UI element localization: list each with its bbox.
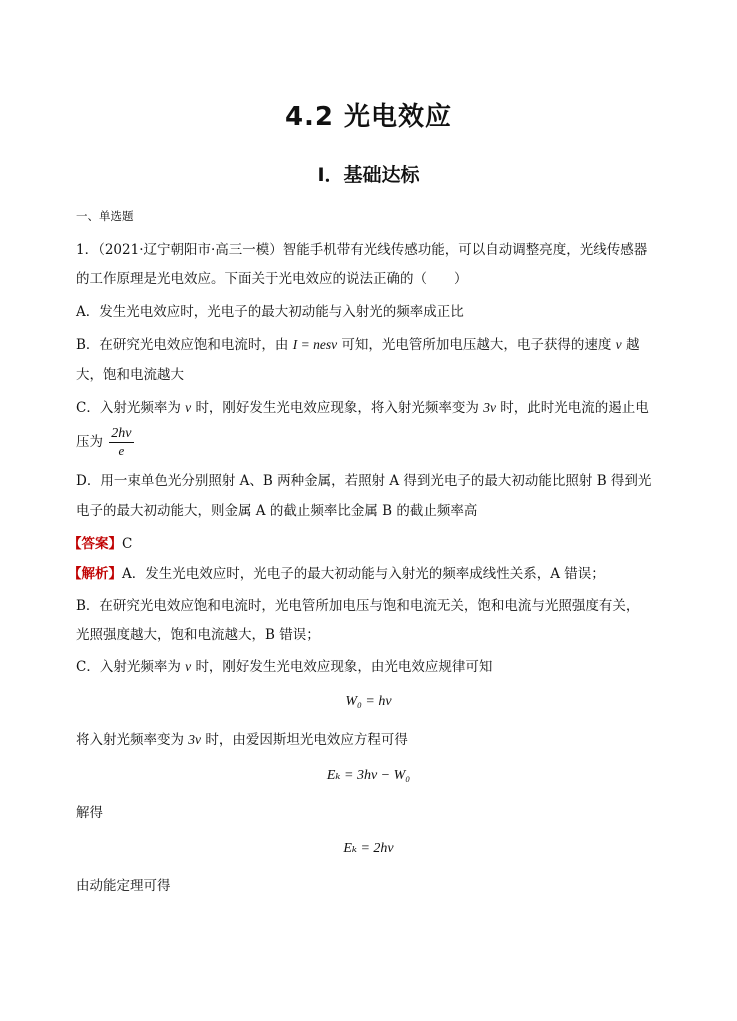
option-c-text: 时，此时光电流的遏止电 xyxy=(500,400,649,416)
analysis-line-7: 由动能定理可得 xyxy=(76,878,171,894)
analysis-text: 时，由爱因斯坦光电效应方程可得 xyxy=(205,732,408,748)
option-d-line-1: D．用一束单色光分别照射 A、B 两种金属，若照射 A 得到光电子的最大初动能比照射 B 得到光 xyxy=(76,473,652,489)
page-title: 4.2 光电效应 xyxy=(284,102,453,132)
fraction-numerator: 2hν xyxy=(111,426,132,441)
answer-value: C xyxy=(122,536,133,552)
analysis-tag: 【解析】 xyxy=(68,566,122,582)
option-c-text: 时，刚好发生光电效应现象，将入射光频率变为 xyxy=(195,400,479,416)
option-b-line-2: 大，饱和电流越大 xyxy=(76,367,184,383)
formula-inline: 3ν xyxy=(483,400,496,415)
option-c-text: C．入射光频率为 xyxy=(76,400,181,416)
analysis-text: A．发生光电效应时，光电子的最大初动能与入射光的频率成线性关系，A 错误； xyxy=(122,566,605,582)
analysis-line-6: 解得 xyxy=(76,805,103,821)
analysis-line-2: B．在研究光电效应饱和电流时，光电管所加电压与饱和电流无关，饱和电流与光照强度有关， xyxy=(76,598,640,614)
formula-inline: v xyxy=(615,337,622,352)
fraction-denominator: e xyxy=(118,443,125,458)
answer-line xyxy=(68,535,132,553)
option-b-line-1 xyxy=(76,336,639,354)
question-type-label: 一、单选题 xyxy=(76,209,134,223)
option-b-text: 可知，光电管所加电压越大，电子获得的速度 xyxy=(341,337,612,353)
formula-display: Eₖ = 2hν xyxy=(343,841,394,856)
option-c-line-2 xyxy=(76,426,134,459)
analysis-text: 时，刚好发生光电效应现象，由光电效应规律可知 xyxy=(195,659,493,675)
option-a: A．发生光电效应时，光电子的最大初动能与入射光的频率成正比 xyxy=(76,304,464,320)
analysis-line-3: 光照强度越大，饱和电流越大，B 错误； xyxy=(76,627,320,643)
option-c-text: 压为 xyxy=(76,434,103,450)
answer-tag: 【答案】 xyxy=(68,536,122,552)
formula-display: Eₖ = 3hν − W₀ xyxy=(326,768,411,783)
formula-inline: I = nesv xyxy=(292,337,338,352)
analysis-text: 将入射光频率变为 xyxy=(76,732,184,748)
question-stem-line-1: 1．（2021·辽宁朝阳市·高三一模）智能手机带有光线传感功能，可以自动调整亮度，光线传感器 xyxy=(76,242,648,258)
analysis-text: C．入射光频率为 xyxy=(76,659,181,675)
analysis-line-5 xyxy=(76,731,408,749)
section-heading: Ⅰ．基础达标 xyxy=(317,164,420,186)
analysis-line-1 xyxy=(68,565,605,583)
analysis-line-4 xyxy=(76,658,492,676)
option-d-line-2: 电子的最大初动能大，则金属 A 的截止频率比金属 B 的截止频率高 xyxy=(76,503,478,519)
formula-display: W₀ = hν xyxy=(345,694,392,709)
option-c-line-1 xyxy=(76,399,649,417)
question-stem-line-2: 的工作原理是光电效应。下面关于光电效应的说法正确的（ ） xyxy=(76,271,468,287)
option-b-text: B．在研究光电效应饱和电流时，由 xyxy=(76,337,289,353)
option-b-text: 越 xyxy=(625,337,640,353)
formula-inline: ν xyxy=(185,659,192,674)
formula-inline: 3ν xyxy=(188,732,202,747)
formula-inline: ν xyxy=(185,400,192,415)
fraction xyxy=(109,426,133,459)
